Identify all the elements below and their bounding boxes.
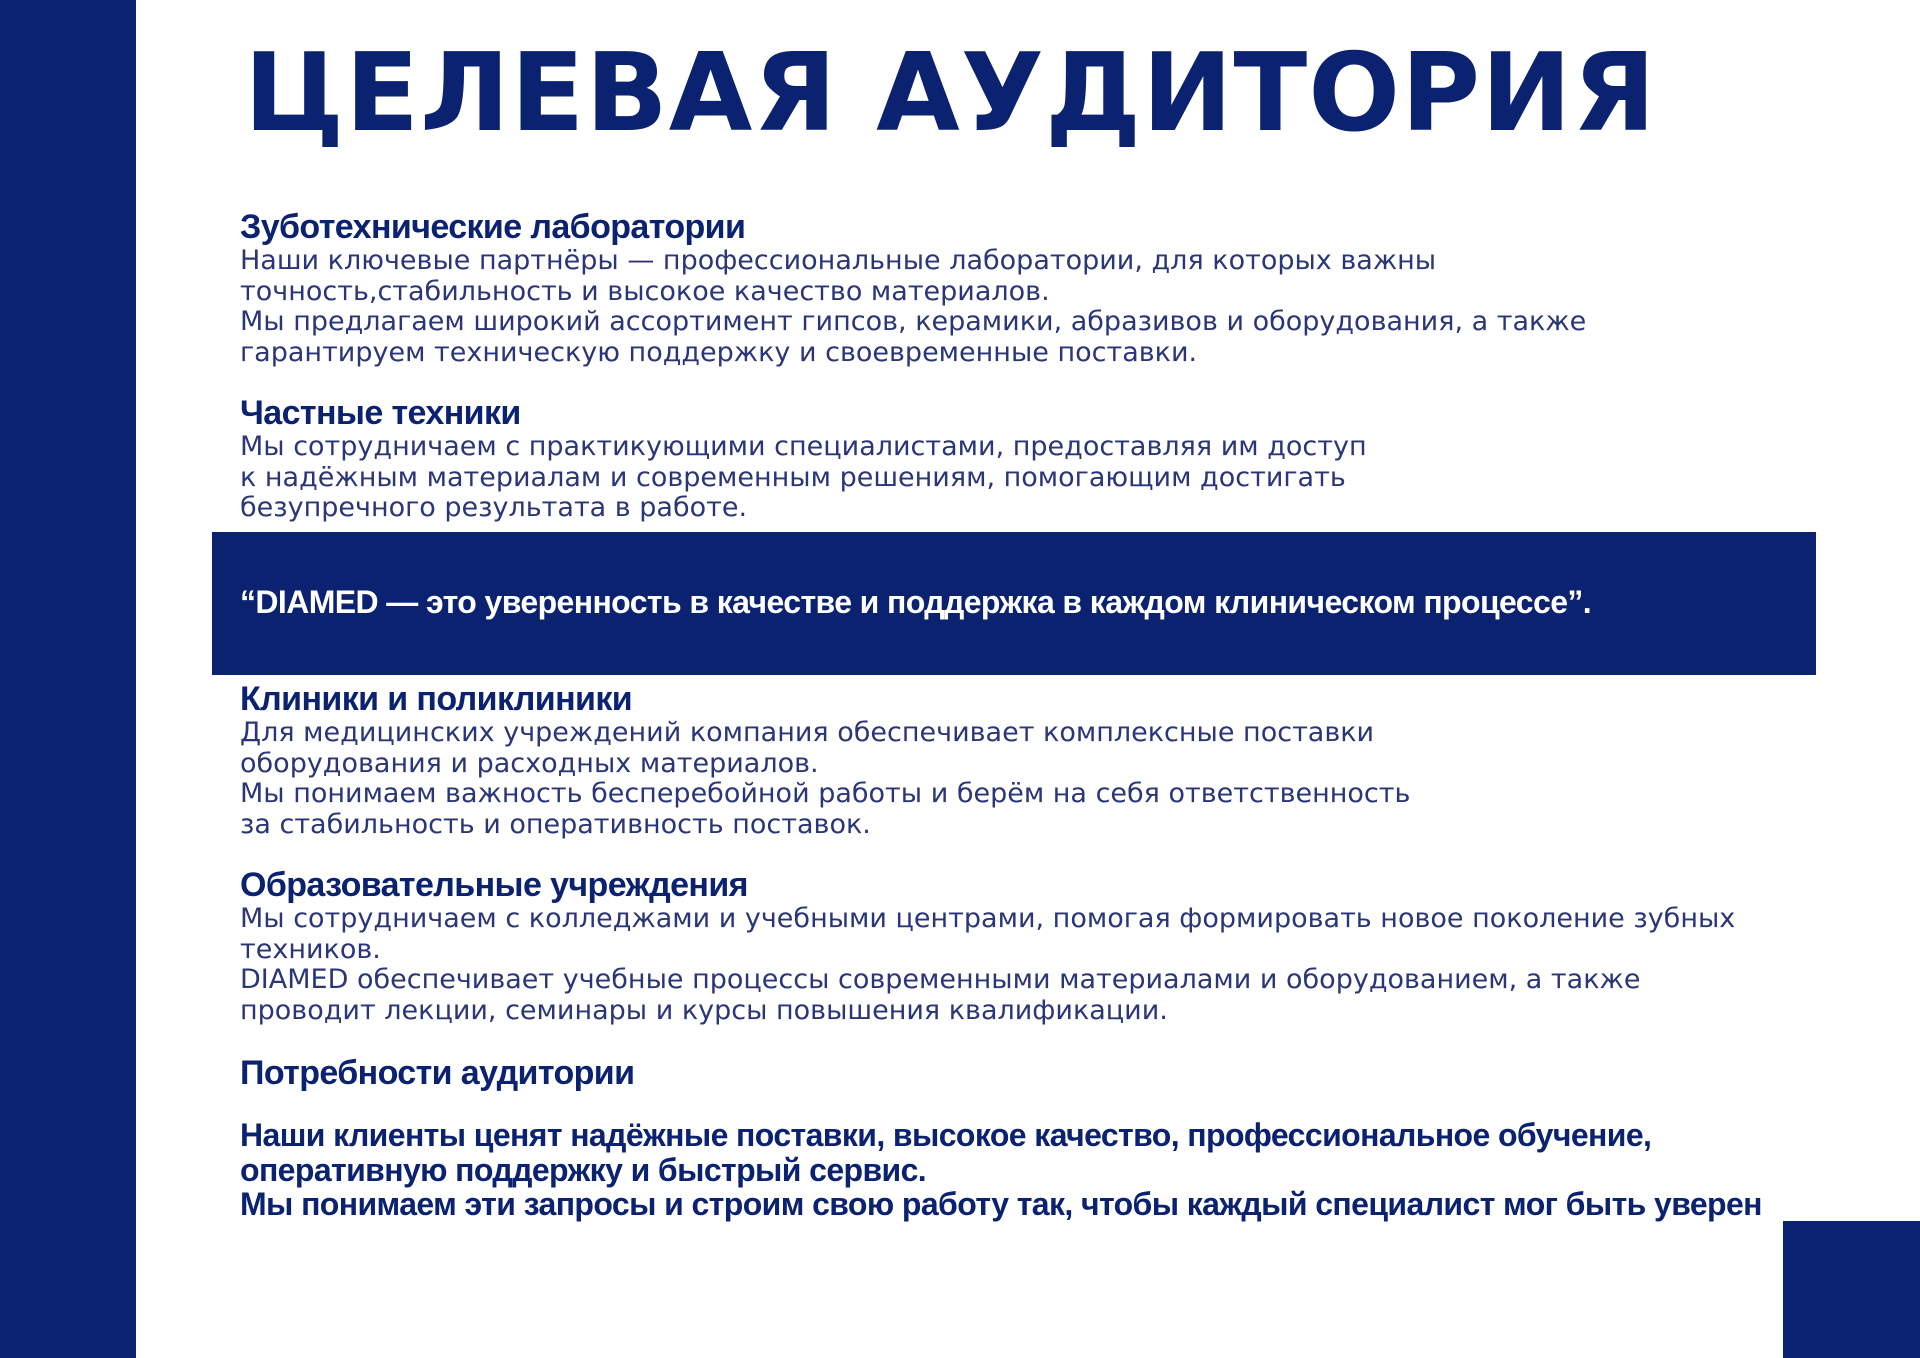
section-text: Мы сотрудничаем с колледжами и учебными центрами, помогая формировать новое поколение зубных техников. DIAMED обеспечивает учебные процессы современными материалами и оборудованием, а также проводит лекции, семинары и курсы повышения квалификации. <box>240 903 1736 1026</box>
section-clinics <box>240 680 1800 840</box>
audience-needs-text: Наши клиенты ценят надёжные поставки, высокое качество, профессиональное обучение, оперативную поддержку и быстрый сервис. Мы понимаем эти запросы и строим свою работу так, чтобы каждый специалист мог быть уверен <box>240 1117 1762 1222</box>
section-private-technicians <box>240 394 1800 524</box>
section-heading: Образовательные учреждения <box>240 866 748 904</box>
left-brand-bar <box>0 0 136 1358</box>
section-text: Для медицинских учреждений компания обеспечивает комплексные поставки оборудования и расходных материалов. Мы понимаем важность бесперебойной работы и берём на себя ответственность за стабильность и оперативность поставок. <box>240 717 1411 840</box>
section-heading: Зуботехнические лаборатории <box>240 208 746 246</box>
corner-brand-block <box>1783 1221 1920 1358</box>
section-audience-needs <box>240 1054 1800 1222</box>
section-heading: Частные техники <box>240 394 521 432</box>
page-title: ЦЕЛЕВАЯ АУДИТОРИЯ <box>244 31 1657 156</box>
section-dental-labs <box>240 208 1800 368</box>
quote-text: “DIAMED — это уверенность в качестве и поддержка в каждом клиническом процессе”. <box>240 584 1592 620</box>
section-heading: Потребности аудитории <box>240 1054 635 1092</box>
section-heading: Клиники и поликлиники <box>240 680 633 718</box>
quote-banner <box>212 532 1816 675</box>
section-educational-institutions <box>240 866 1800 1026</box>
section-text: Мы сотрудничаем с практикующими специалистами, предоставляя им доступ к надёжным материалам и современным решениям, помогающим достигать безупречного результата в работе. <box>240 431 1367 523</box>
section-text: Наши ключевые партнёры — профессиональные лаборатории, для которых важны точность,стабильность и высокое качество материалов. Мы предлагаем широкий ассортимент гипсов, керамики, абразивов и оборудования, а также гарантируем техническую поддержку и своевременные поставки. <box>240 245 1587 368</box>
